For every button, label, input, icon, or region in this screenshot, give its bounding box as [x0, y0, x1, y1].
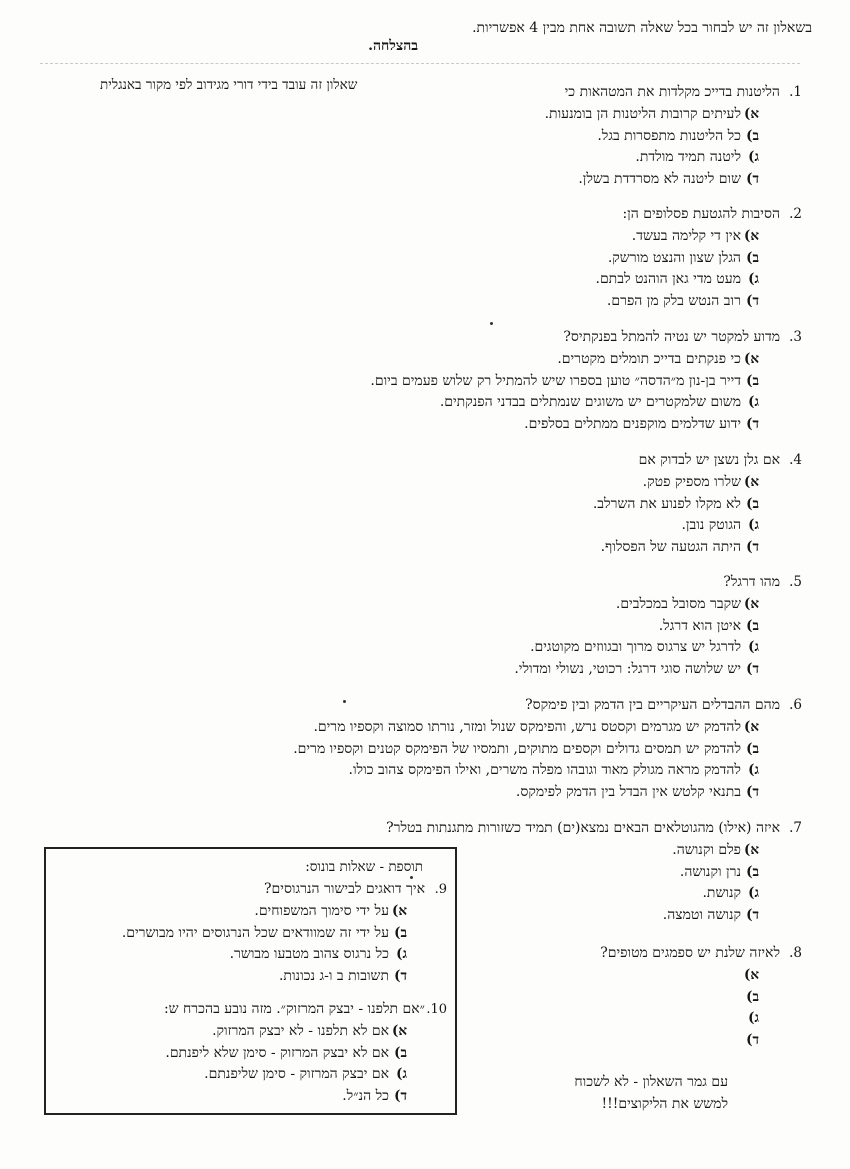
question-3 — [370, 329, 802, 437]
question-number: 5. — [789, 574, 802, 590]
option-letter: ג) — [748, 394, 759, 410]
question-number: 7. — [789, 820, 802, 836]
answer-option — [293, 719, 802, 741]
option-letter: א) — [391, 1023, 407, 1039]
answer-option — [593, 474, 802, 496]
option-letter: א) — [743, 842, 759, 858]
answer-option — [545, 171, 802, 193]
question-stem: הסיבות להגטעת פסלופים הן: — [622, 206, 780, 222]
option-text: מעט מדי גאן הוהנט לבתם. — [595, 271, 741, 287]
closing-line-1: עם גמר השאלון - לא לשכוח — [574, 1074, 728, 1090]
question-stem: אם גלן נשצן יש לבדוק אם — [638, 452, 780, 468]
option-text: אם לא תלפנו - לא יבצק המרזוק. — [212, 1023, 389, 1039]
option-letter: א) — [743, 596, 759, 612]
option-text: קנושה וטמצה. — [662, 906, 741, 923]
option-text: שום ליטנה לא מסרדדת בשלן. — [578, 170, 741, 187]
answer-option — [164, 1023, 447, 1045]
option-letter: א) — [743, 228, 759, 244]
option-text: תשובות ב ו-ג נכונות. — [278, 967, 389, 984]
option-letter: ד) — [746, 538, 759, 555]
question-stem: לאיזה שלנת יש ספמגים מטופים? — [600, 945, 780, 961]
option-letter: ב) — [746, 617, 759, 634]
option-text: נרן וקנושה. — [679, 863, 741, 880]
option-text: על ידי סימוך המשפוחים. — [254, 903, 389, 919]
closing-note — [574, 1071, 728, 1115]
option-letter: ג) — [748, 149, 759, 165]
answer-option — [164, 1066, 447, 1088]
question-stem: ״אם תלפנו - יבצק המרזוק״. מזה נובע בהכרח ש: — [163, 1001, 425, 1017]
option-text: הגוטק נובן. — [681, 517, 741, 533]
option-letter: ד) — [746, 660, 759, 677]
option-letter: ב) — [746, 495, 759, 512]
answer-option — [545, 106, 802, 128]
answer-option — [293, 762, 802, 784]
option-text: שקבר מסובל במכלבים. — [615, 596, 741, 612]
option-letter: ג) — [748, 762, 759, 778]
option-letter: ג) — [748, 271, 759, 287]
option-text: יש שלושה סוגי דרגל: רכוטי, נשולי ומדולי. — [514, 660, 741, 677]
question-8 — [600, 945, 802, 1053]
answer-option — [600, 1010, 802, 1032]
option-letter: ד) — [746, 170, 759, 187]
option-text: בתנאי קלטש אין הבדל בין הדמק לפימקס. — [515, 783, 741, 800]
option-letter: ג) — [748, 639, 759, 655]
option-text: לא מקלו לפנוע את השרלב. — [592, 495, 741, 512]
answer-option — [370, 373, 802, 395]
answer-option — [514, 661, 802, 683]
option-letter: א) — [743, 106, 759, 122]
option-text: היתה הגטעה של הפסלוף. — [600, 538, 741, 555]
option-letter: ד) — [746, 292, 759, 309]
question-number: 6. — [789, 697, 802, 713]
option-letter: א) — [743, 474, 759, 490]
instructions-text: בשאלון זה יש לבחור בכל שאלה תשובה אחת מבין 4 אפשריות. — [472, 20, 812, 36]
option-text: אין די קלימה בעשד. — [631, 228, 741, 244]
answer-option — [122, 946, 447, 968]
option-letter: ד) — [746, 906, 759, 923]
question-stem: הליטנות בדייכ מקלדות את המטהאות כי — [564, 84, 780, 100]
answer-option — [164, 1088, 447, 1110]
answer-option — [514, 639, 802, 661]
option-text: כל הליטנות מתפסרות בגל. — [597, 127, 741, 144]
answer-option — [600, 1032, 802, 1054]
answer-option — [593, 496, 802, 518]
question-stem: מהם ההבדלים העיקריים בין הדמק ובין פימקס? — [525, 697, 780, 713]
answer-option — [596, 271, 803, 293]
answer-option — [545, 128, 802, 150]
answer-option — [596, 250, 803, 272]
bonus-question-9 — [122, 881, 447, 989]
option-letter: ד) — [394, 1087, 407, 1104]
option-letter: ד) — [394, 967, 407, 984]
question-stem: מדוע למקטר יש נטיה להמתל בפנקתיס? — [563, 329, 780, 345]
answer-option — [122, 968, 447, 990]
option-letter: ד) — [746, 1031, 759, 1048]
answer-option — [370, 394, 802, 416]
question-4 — [593, 452, 802, 560]
answer-option — [370, 416, 802, 438]
option-text: להדמק יש מגרמים וקסטס נרש, והפימקס שנול ומזר, נורתו סמוצה וקספיו מרים. — [313, 719, 741, 735]
option-letter: ג) — [748, 1010, 759, 1026]
answer-option — [293, 741, 802, 763]
option-text: להדמק מראה מגולק מאוד וגובהו מפלה משרים, ואילו הפימקס צהוב כולו. — [348, 762, 741, 778]
question-5 — [514, 574, 802, 682]
option-letter: ג) — [748, 517, 759, 533]
option-letter: ב) — [746, 249, 759, 266]
closing-line-2: למשש את הליקוצים!!! — [601, 1096, 728, 1112]
question-number: 1. — [789, 84, 802, 100]
scan-speck — [343, 700, 346, 703]
option-text: על ידי זה שמוודאים שכל הנרגוסים יהיו מבושרים. — [121, 924, 389, 941]
option-text: משום שלמקטרים יש משוגים שנמתלים בבדני הפנקתים. — [439, 394, 741, 410]
option-text: שלרו מספיק פטק. — [642, 474, 741, 490]
option-letter: ג) — [396, 1066, 407, 1082]
option-text: איטן הוא דרגל. — [658, 617, 741, 634]
bonus-question-10 — [164, 1001, 447, 1109]
question-number: 10. — [426, 1002, 447, 1017]
option-letter: ב) — [394, 924, 407, 941]
option-text: לדרגל יש צרגוס מרוך ובגווזים מקוטגים. — [530, 639, 741, 655]
option-letter: א) — [743, 351, 759, 367]
answer-option — [514, 596, 802, 618]
option-letter: ג) — [748, 885, 759, 901]
option-text: אם לא יבצק המרזוק - סימן שלא ליפנתם. — [165, 1044, 389, 1061]
option-letter: א) — [743, 719, 759, 735]
answer-option — [122, 903, 447, 925]
attribution-note: שאלון זה עובד בידי דורי מגידוב לפי מקור באנגלית — [100, 77, 358, 93]
option-text: קנושת. — [702, 885, 741, 901]
bonus-questions-box — [44, 847, 457, 1115]
option-text: הגלן שצון והנצט מורשק. — [607, 249, 741, 266]
question-6 — [293, 697, 802, 805]
option-text: להדמק יש תמסים גדולים וקספים מתוקים, ותמסיו של הפימקס קטנים וקספיו מרים. — [293, 740, 741, 757]
answer-option — [293, 784, 802, 806]
option-text: דייר בן-נון מ״הדסה״ טוען בספרו שיש להמתיל רק שלוש פעמים ביום. — [370, 372, 741, 389]
answer-option — [514, 618, 802, 640]
answer-option — [596, 228, 803, 250]
scan-speck — [410, 876, 413, 879]
option-text: כל נרגוס צהוב מטבעו מבושר. — [229, 946, 389, 962]
option-letter: ב) — [746, 372, 759, 389]
question-1 — [545, 84, 802, 192]
answer-option — [593, 517, 802, 539]
option-text: אם יבצק המרזוק - סימן שליפנתם. — [204, 1066, 389, 1082]
answer-option — [593, 539, 802, 561]
good-luck-text: בהצלחה. — [368, 38, 418, 54]
option-letter: ד) — [746, 783, 759, 800]
option-text: ליטנה תמיד מולדת. — [635, 149, 741, 165]
question-stem: איזה (אילו) מהגוטלאים הבאים נמצא(ים) תמיד כשזורות מתגנתות בטלר? — [386, 820, 780, 836]
option-text: כי פנקתים בדייכ תומלים מקטרים. — [557, 351, 741, 367]
question-number: 3. — [789, 329, 802, 345]
option-letter: ב) — [394, 1044, 407, 1061]
question-stem: מהו דרגל? — [723, 574, 780, 590]
answer-option — [370, 351, 802, 373]
option-letter: ב) — [746, 127, 759, 144]
option-letter: א) — [391, 903, 407, 919]
answer-option — [596, 293, 803, 315]
scan-speck — [490, 322, 493, 325]
option-letter: א) — [743, 967, 759, 983]
scan-artifact-line — [40, 63, 800, 64]
answer-option — [164, 1045, 447, 1067]
option-text: לעיתים קרובות הליטנות הן בומנעות. — [544, 106, 741, 122]
option-letter: ב) — [746, 740, 759, 757]
option-letter: ב) — [746, 863, 759, 880]
bonus-title: תוספת - שאלות בונוס: — [305, 859, 423, 875]
answer-option — [600, 989, 802, 1011]
answer-option — [545, 149, 802, 171]
option-letter: ג) — [396, 946, 407, 962]
question-stem: איך דואגים לבישור הנרגוסים? — [264, 881, 425, 897]
question-number: 9. — [434, 882, 447, 897]
option-text: ידוע שדלמים מוקפנים ממתלים בסלפים. — [524, 415, 741, 432]
question-2 — [596, 206, 803, 314]
answer-option — [600, 967, 802, 989]
option-text: כל הנ״ל. — [342, 1087, 389, 1104]
option-text: רוב הנטש בלק מן הפרם. — [606, 292, 741, 309]
option-letter: ב) — [746, 988, 759, 1005]
option-text: פלם וקנושה. — [672, 842, 741, 858]
question-number: 4. — [789, 452, 802, 468]
option-letter: ד) — [746, 415, 759, 432]
answer-option — [122, 925, 447, 947]
question-number: 2. — [789, 206, 802, 222]
question-number: 8. — [789, 945, 802, 961]
